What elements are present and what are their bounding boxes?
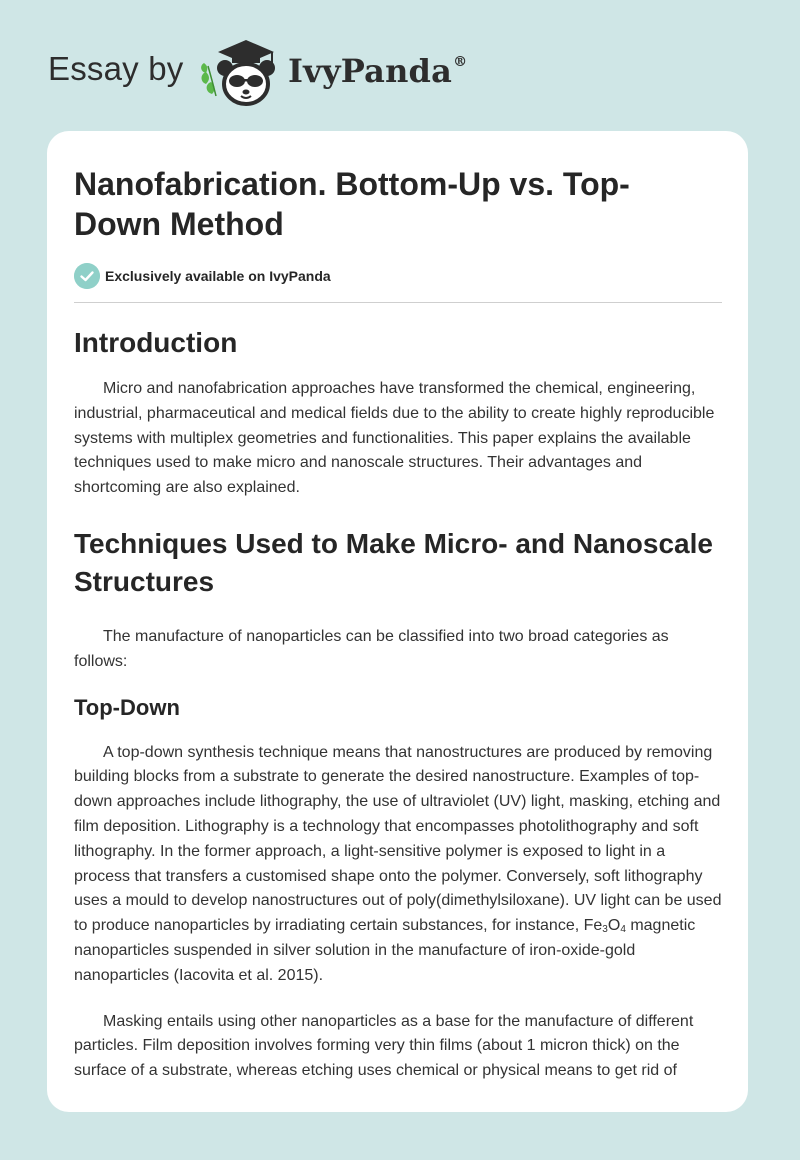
- essay-card: [47, 131, 748, 1112]
- brand-name: IvyPanda: [288, 52, 453, 90]
- paragraph-introduction: Micro and nanofabrication approaches have transformed the chemical, engineering, industrial, pharmaceutical and medical fields due to the ability to create highly reproducible systems with multiplex geometries and functionalities. This paper explains the available techniques used to make micro and nanoscale structures. Their advantages and shortcoming are also explained.: [74, 380, 715, 497]
- brand-logo-text[interactable]: [288, 52, 467, 90]
- registered-mark: ®: [453, 54, 468, 71]
- subscript-3: 3: [602, 924, 608, 936]
- heading-top-down: Top-Down: [74, 694, 180, 720]
- essay-title: Nanofabrication. Bottom-Up vs. Top-Down Method: [74, 166, 630, 242]
- title-divider: [74, 302, 722, 303]
- essay-by-label: Essay by: [48, 50, 184, 87]
- check-circle-icon: [74, 263, 100, 289]
- exclusive-badge: [74, 263, 331, 289]
- top-down-text-b: magnetic nanoparticles suspended in silver solution in the manufacture of iron-oxide-gold nanoparticles (Iacovita et al. 2015).: [74, 917, 696, 984]
- heading-techniques: Techniques Used to Make Micro- and Nanoscale Structures: [74, 527, 713, 597]
- paragraph-top-down-1: [74, 741, 722, 989]
- exclusive-badge-label: Exclusively available on IvyPanda: [105, 268, 331, 284]
- heading-introduction: Introduction: [74, 327, 238, 358]
- panda-graduate-logo-icon[interactable]: [198, 36, 290, 108]
- formula-o: O: [607, 917, 621, 935]
- paragraph-top-down-2: Masking entails using other nanoparticles as a base for the manufacture of different particles. Film deposition involves forming very thin films (about 1 micron thick) on the surface of a substrate, whereas etching uses chemical or physical means to get rid of: [74, 1012, 694, 1080]
- paragraph-techniques: The manufacture of nanoparticles can be classified into two broad categories as follows:: [74, 627, 669, 670]
- subscript-4: 4: [620, 924, 626, 936]
- site-header: [0, 0, 800, 130]
- top-down-text-a: A top-down synthesis technique means that nanostructures are produced by removing building blocks from a substrate to generate the desired nanostructure. Examples of top-down approaches include lithography, the use of ultraviolet (UV) light, masking, etching and film deposition. Lithography is a technology that encompasses photolithography and soft lithography. In the former approach, a light-sensitive polymer is exposed to light in a process that transfers a customised shape onto the polymer. Conversely, soft lithography uses a mould to develop nanostructures out of poly(dimethylsiloxane). UV light can be used to produce nanoparticles by irradiating certain substances, for instance, Fe: [74, 743, 722, 935]
- essay-body: [74, 324, 722, 1084]
